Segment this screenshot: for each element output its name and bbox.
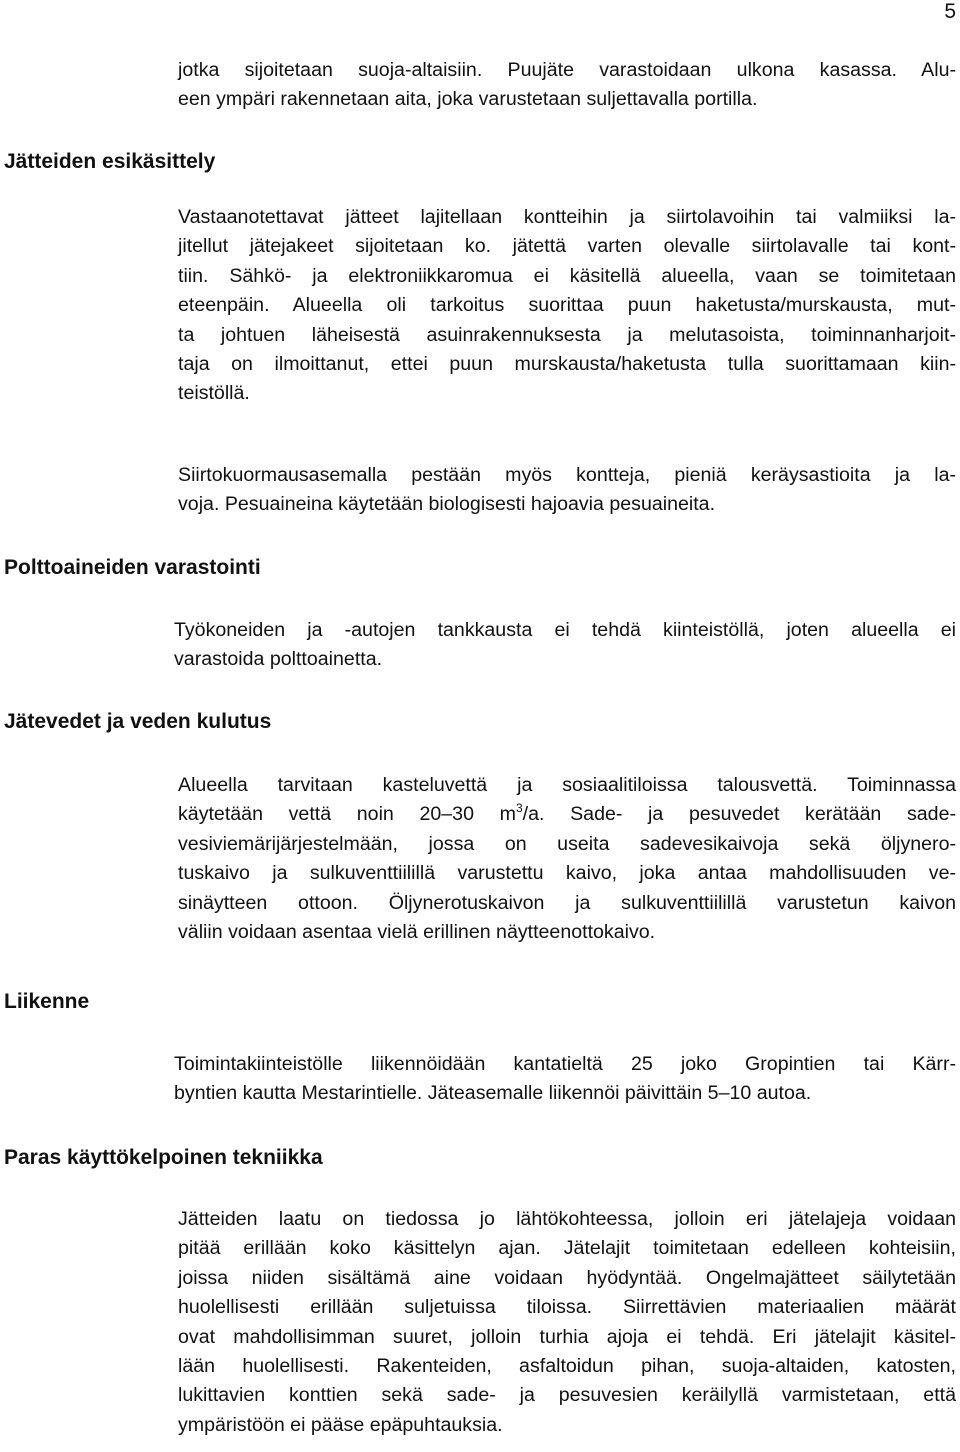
text-line: byntien kautta Mestarintielle. Jäteasemalle liikennöi päivittäin 5–10 autoa. — [174, 1082, 812, 1105]
text-line: pitää erillään koko käsittelyn ajan. Jätelajit toimitetaan edelleen kohteisiin, — [178, 1237, 956, 1260]
text-line: sinäytteen ottoon. Öljynerotuskaivon ja sulkuventtiilillä varustetun kaivon — [178, 891, 956, 914]
heading-jatevedet: Jätevedet ja veden kulutus — [4, 710, 272, 733]
text-line: varastoida polttoainetta. — [174, 648, 383, 671]
text-line: huolellisesti erillään suljetuissa tiloissa. Siirrettävien materiaalien määrät — [178, 1296, 956, 1319]
text-line: Jätteiden laatu on tiedossa jo lähtökohteessa, jolloin eri jätelajeja voidaan — [178, 1208, 956, 1230]
superscript: 3 — [515, 800, 523, 815]
paragraph-esikasittely — [178, 203, 956, 409]
text-line: tuskaivo ja sulkuventtiilillä varustettu kaivo, joka antaa mahdollisuuden ve- — [178, 862, 956, 885]
text-line: taja on ilmoittanut, ettei puun murskausta/haketusta tulla suorittamaan kiin- — [178, 352, 956, 375]
text-line: jitellut jätejakeet sijoitetaan ko. jätettä varten olevalle siirtolavalle tai kont- — [178, 235, 956, 258]
heading-jatteiden-esikasittely: Jätteiden esikäsittely — [4, 150, 216, 173]
paragraph-liikenne — [174, 1050, 956, 1109]
paragraph-tekniikka — [178, 1205, 956, 1440]
text-line: jotka sijoitetaan suoja-altaisiin. Puujäte varastoidaan ulkona kasassa. Alu- — [178, 59, 956, 81]
text-line: Siirtokuormausasemalla pestään myös kontteja, pieniä keräysastioita ja la- — [178, 464, 956, 486]
text-line: tiin. Sähkö- ja elektroniikkaromua ei käsitellä alueella, vaan se toimitetaan — [178, 264, 956, 287]
text-line: Työkoneiden ja -autojen tankkausta ei tehdä kiinteistöllä, joten alueella ei — [174, 619, 956, 641]
text-line: ta johtuen läheisestä asuinrakennuksesta ja melutasoista, toiminnanharjoit- — [178, 323, 956, 346]
text-line: joissa niiden sisältämä aine voidaan hyödyntää. Ongelmajätteet säilytetään — [178, 1266, 956, 1289]
text-line: ympäristöön ei pääse epäpuhtauksia. — [178, 1413, 503, 1436]
text-line: lukittavien konttien sekä sade- ja pesuvesien keräilyllä varmistetaan, että — [178, 1384, 956, 1407]
heading-liikenne: Liikenne — [4, 990, 90, 1013]
text-fragment: /a. Sade- ja pesuvedet kerätään sade- — [522, 803, 956, 826]
text-line: Alueella tarvitaan kasteluvettä ja sosiaalitiloissa talousvettä. Toiminnassa — [178, 774, 956, 796]
text-fragment: käytetään vettä noin 20–30 m — [178, 803, 516, 826]
text-line: ovat mahdollisimman suuret, jolloin turhia ajoja ei tehdä. Eri jätelajit käsitel- — [178, 1325, 956, 1348]
text-line: eteenpäin. Alueella oli tarkoitus suorittaa puun haketusta/murskausta, mut- — [178, 294, 956, 317]
paragraph-polttoaineet — [174, 616, 956, 675]
text-line: Toimintakiinteistölle liikennöidään kantatieltä 25 joko Gropintien tai Kärr- — [174, 1053, 956, 1075]
text-line-with-superscript — [178, 800, 956, 829]
text-line: een ympäri rakennetaan aita, joka varustetaan suljettavalla portilla. — [178, 88, 758, 111]
heading-polttoaineiden-varastointi: Polttoaineiden varastointi — [4, 556, 261, 579]
text-line: lään huolellisesti. Rakenteiden, asfaltoidun pihan, suoja-altaiden, katosten, — [178, 1354, 956, 1377]
paragraph-jatevedet — [178, 771, 956, 947]
heading-paras-kayttokelpoinen-tekniikka: Paras käyttökelpoinen tekniikka — [4, 1146, 323, 1169]
text-line: Vastaanotettavat jätteet lajitellaan kontteihin ja siirtolavoihin tai valmiiksi la- — [178, 206, 956, 228]
text-line: teistöllä. — [178, 382, 250, 405]
page-number: 5 — [944, 0, 956, 23]
text-line: väliin voidaan asentaa vielä erillinen näytteenottokaivo. — [178, 920, 656, 943]
text-line: vesiviemärijärjestelmään, jossa on useita sadevesikaivoja sekä öljynero- — [178, 832, 956, 855]
paragraph-continuation — [178, 56, 956, 115]
paragraph-pesu — [178, 461, 956, 520]
text-line: voja. Pesuaineina käytetään biologisesti hajoavia pesuaineita. — [178, 493, 716, 516]
